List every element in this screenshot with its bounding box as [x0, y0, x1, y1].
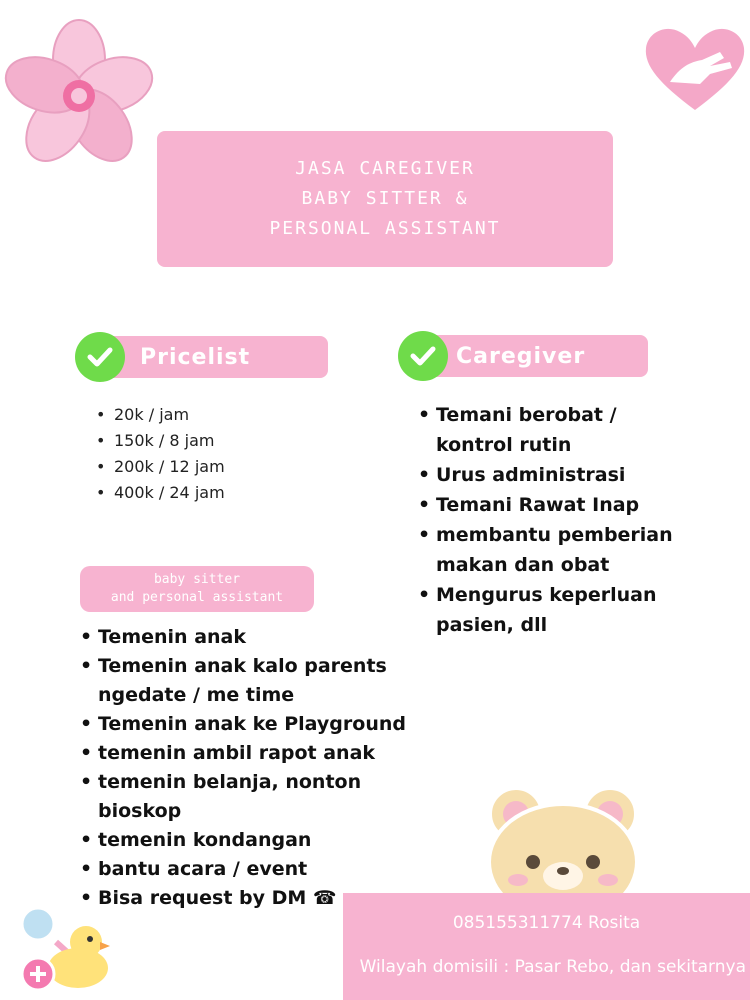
price-list	[96, 402, 225, 506]
check-icon	[75, 332, 125, 382]
babysitter-item: • temenin ambil rapot anak	[80, 739, 410, 768]
babysitter-item: • Temenin anak	[80, 623, 410, 652]
babysitter-item: • temenin belanja, nonton bioskop	[80, 768, 410, 826]
contact-area: Wilayah domisili : Pasar Rebo, dan sekitarnya	[359, 957, 746, 977]
check-icon	[398, 331, 448, 381]
duck-rattle-icon	[16, 902, 111, 994]
bear-icon	[478, 782, 648, 897]
price-item: • 150k / 8 jam	[96, 428, 225, 454]
title-line-1: JASA CAREGIVER	[295, 158, 475, 179]
contact-footer	[343, 893, 750, 1000]
caregiver-item: • Urus administrasi	[418, 460, 698, 490]
heart-hand-icon	[640, 22, 750, 117]
price-item: • 200k / 12 jam	[96, 454, 225, 480]
babysitter-item: • Bisa request by DM ☎	[80, 884, 410, 913]
babysitter-list	[80, 623, 410, 913]
title-banner	[157, 131, 613, 267]
price-item: • 400k / 24 jam	[96, 480, 225, 506]
caregiver-item: • Temani berobat / kontrol rutin	[418, 400, 698, 460]
title-line-2: BABY SITTER &	[301, 188, 469, 209]
babysitter-item: • Temenin anak ke Playground	[80, 710, 410, 739]
caregiver-item: • Temani Rawat Inap	[418, 490, 698, 520]
pricelist-header	[96, 336, 328, 378]
babysitter-item: • Temenin anak kalo parents ngedate / me time	[80, 652, 410, 710]
price-item: • 20k / jam	[96, 402, 225, 428]
contact-phone: 085155311774 Rosita	[452, 913, 641, 933]
caregiver-item: • membantu pemberian makan dan obat	[418, 520, 698, 580]
pricelist-label: Pricelist	[140, 344, 251, 370]
babysitter-label-line-2: and personal assistant	[110, 590, 284, 605]
babysitter-item: • temenin kondangan	[80, 826, 410, 855]
title-line-3: PERSONAL ASSISTANT	[269, 218, 501, 239]
babysitter-item: • bantu acara / event	[80, 855, 410, 884]
babysitter-label-line-1: baby sitter	[153, 572, 241, 587]
caregiver-list	[418, 400, 698, 640]
flower-icon	[4, 16, 154, 166]
babysitter-header	[80, 566, 314, 612]
caregiver-item: • Mengurus keperluan pasien, dll	[418, 580, 698, 640]
caregiver-label: Caregiver	[456, 343, 586, 369]
caregiver-header	[420, 335, 648, 377]
